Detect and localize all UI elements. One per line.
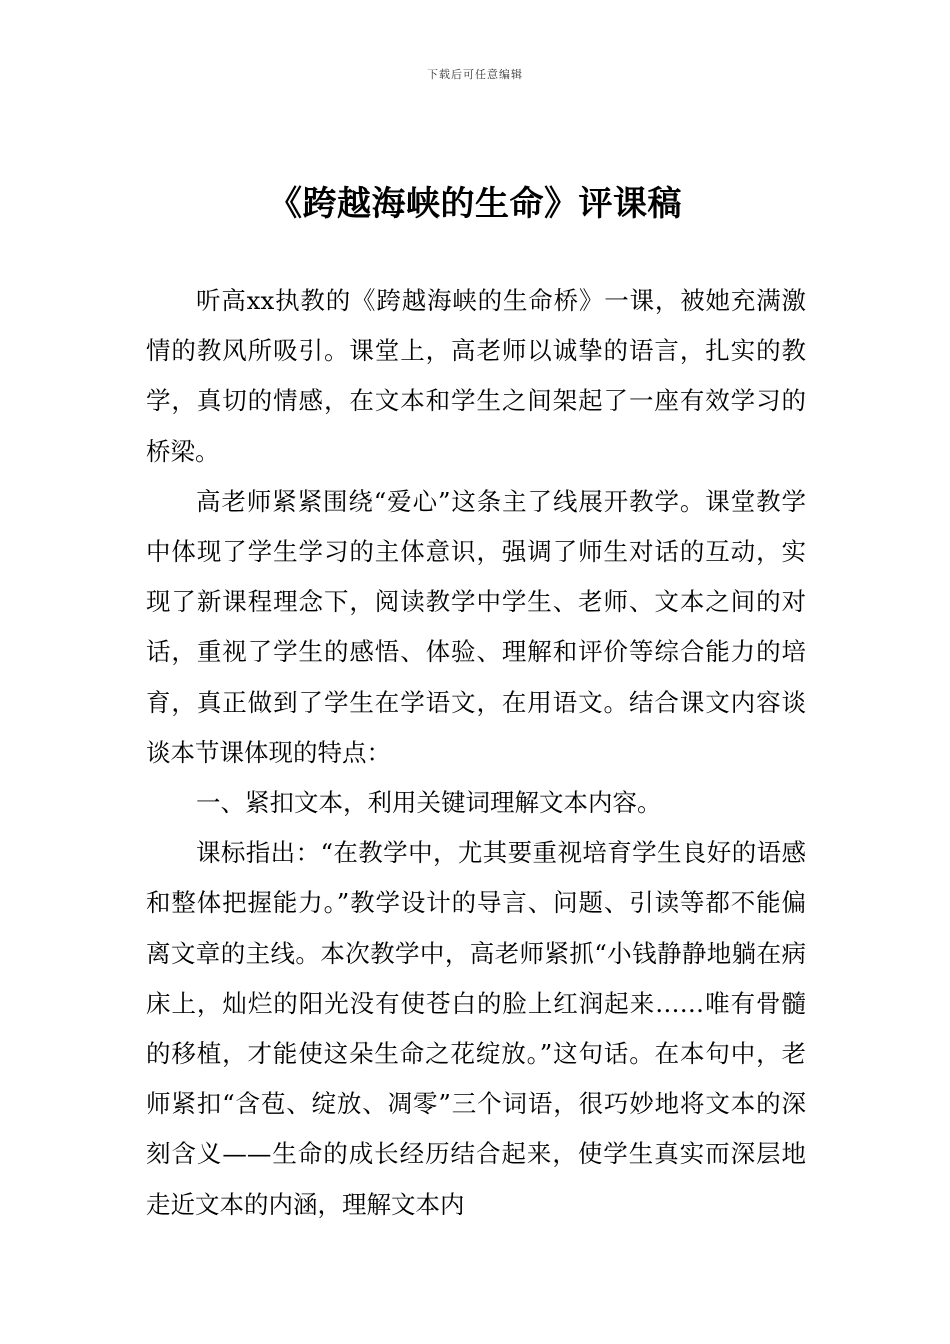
header-note: 下载后可任意编辑 xyxy=(427,68,523,81)
paragraph-section-heading: 一、紧扣文本，利用关键词理解文本内容。 xyxy=(196,788,662,818)
document-body xyxy=(146,276,806,1230)
paragraph-intro: 听高xx执教的《跨越海峡的生命桥》一课，被她充满激情的教风所吸引。课堂上，高老师以诚挚的语言，扎实的教学，真切的情感，在文本和学生之间架起了一座有效学习的桥梁。 xyxy=(146,286,806,466)
paragraph-curriculum: 课标指出：“在教学中，尤其要重视培育学生良好的语感和整体把握能力。”教学设计的导言、问题、引读等都不能偏离文章的主线。本次教学中，高老师紧抓“小钱静静地躺在病床上，灿烂的阳光没有使苍白的脸上红润起来……唯有骨髓的移植，才能使这朵生命之花绽放。”这句话。在本句中，老师紧扣“含苞、绽放、凋零”三个词语，很巧妙地将文本的深刻含义——生命的成长经历结合起来，使学生真实而深层地走近文本的内涵，理解文本内 xyxy=(146,838,806,1219)
document-title: 《跨越海峡的生命》评课稿 xyxy=(268,184,682,224)
paragraph-main-line: 高老师紧紧围绕“爱心”这条主了线展开教学。课堂教学中体现了学生学习的主体意识，强调了师生对话的互动，实现了新课程理念下，阅读教学中学生、老师、文本之间的对话，重视了学生的感悟、体验、理解和评价等综合能力的培育，真正做到了学生在学语文，在用语文。结合课文内容谈谈本节课体现的特点： xyxy=(146,486,806,767)
